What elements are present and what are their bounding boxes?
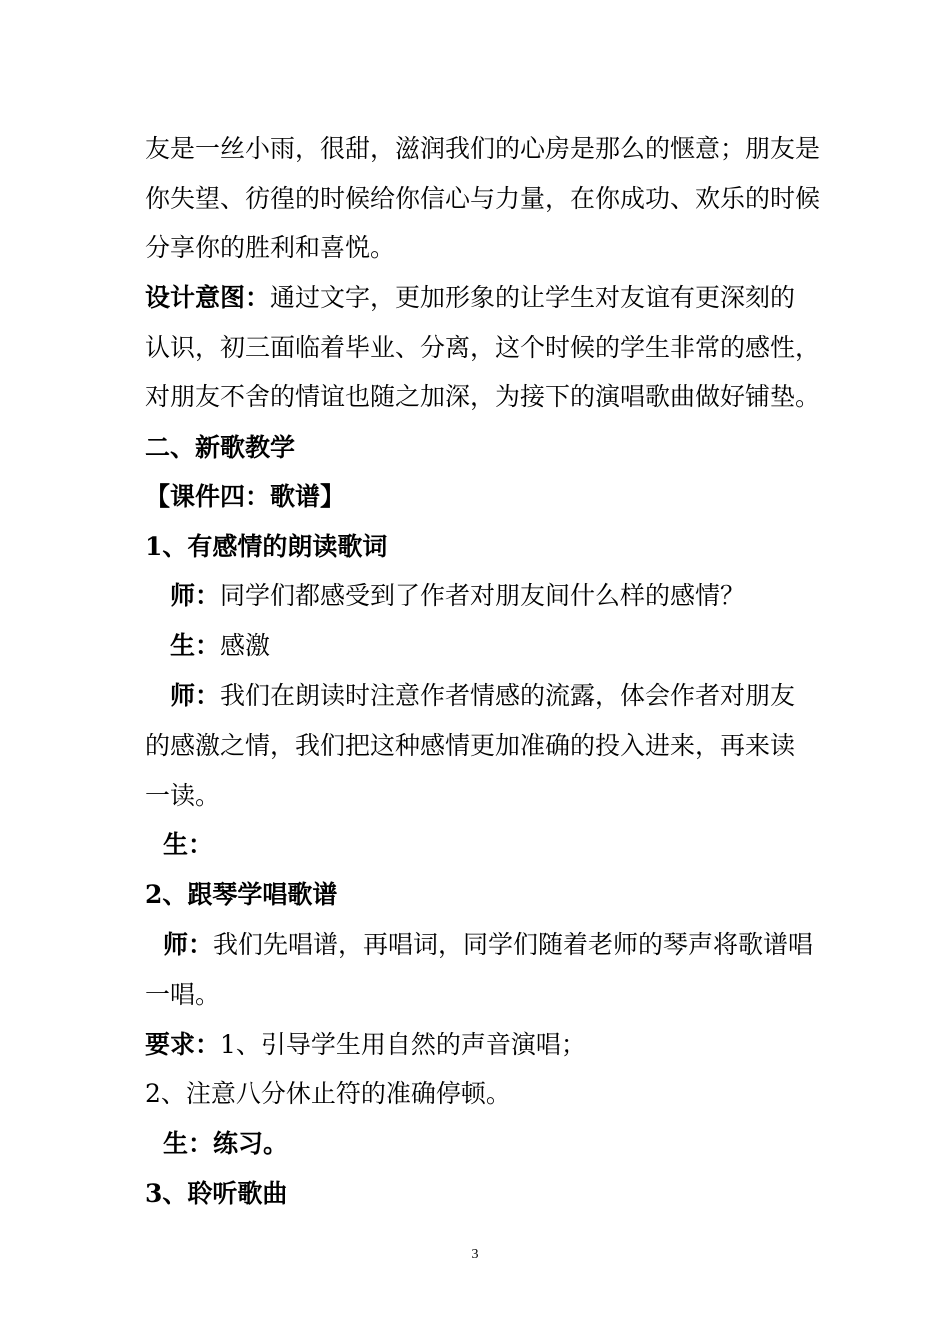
student-line	[163, 829, 213, 861]
paragraph-line	[145, 780, 220, 812]
paragraph-line	[145, 133, 820, 165]
text: 友是一丝小雨，很甜，滋润我们的心房是那么的惬意；朋友是	[145, 134, 821, 163]
speaker-label: 师：	[170, 681, 221, 710]
requirement-line	[145, 1078, 511, 1110]
paragraph-line	[145, 232, 395, 264]
text: 对朋友不舍的情谊也随之加深，为接下的演唱歌曲做好铺垫。	[145, 382, 821, 411]
heading-text: 2、跟琴学唱歌谱	[145, 880, 338, 909]
design-intent-line	[145, 282, 795, 314]
speaker-label: 生：	[163, 830, 214, 859]
text: 的感激之情，我们把这种感情更加准确的投入进来，再来读	[145, 731, 796, 760]
text: 1、引导学生用自然的声音演唱；	[220, 1030, 586, 1059]
heading-text: 1、有感情的朗读歌词	[145, 532, 388, 561]
speaker-label: 师：	[170, 581, 221, 610]
text: 同学们都感受到了作者对朋友间什么样的感情？	[220, 581, 746, 610]
text: 通过文字，更加形象的让学生对友谊有更深刻的	[270, 283, 796, 312]
design-intent-label: 设计意图：	[145, 283, 271, 312]
text: 感激	[220, 631, 271, 660]
student-line	[163, 1128, 288, 1160]
text: 一读。	[145, 781, 221, 810]
speaker-label: 师：	[163, 930, 214, 959]
courseware-heading	[145, 481, 345, 513]
paragraph-line	[145, 183, 820, 215]
text: 一唱。	[145, 980, 221, 1009]
section-heading	[145, 432, 295, 464]
text: 我们在朗读时注意作者情感的流露，体会作者对朋友	[220, 681, 796, 710]
requirement-label: 要求：	[145, 1030, 221, 1059]
paragraph-line	[145, 332, 820, 364]
heading-text: 3、聆听歌曲	[145, 1179, 288, 1208]
teacher-line	[163, 929, 813, 961]
student-line	[170, 630, 270, 662]
teacher-line	[170, 680, 795, 712]
speaker-label: 生：	[170, 631, 221, 660]
heading-text: 二、新歌教学	[145, 433, 296, 462]
page-number: 3	[471, 1247, 479, 1262]
step-heading	[145, 879, 337, 911]
text: 认识，初三面临着毕业、分离，这个时候的学生非常的感性，	[145, 333, 821, 362]
requirement-line	[145, 1029, 586, 1061]
heading-text: 【课件四：歌谱】	[145, 482, 346, 511]
paragraph-line	[145, 730, 795, 762]
text: 我们先唱谱，再唱词，同学们随着老师的琴声将歌谱唱	[213, 930, 814, 959]
paragraph-line	[145, 979, 220, 1011]
teacher-line	[170, 580, 745, 612]
text: 2、注意八分休止符的准确停顿。	[145, 1079, 511, 1108]
paragraph-line	[145, 381, 820, 413]
text: 你失望、彷徨的时候给你信心与力量，在你成功、欢乐的时候	[145, 184, 821, 213]
step-heading	[145, 1178, 287, 1210]
text: 分享你的胜利和喜悦。	[145, 233, 396, 262]
step-heading	[145, 531, 387, 563]
text: 生：练习。	[163, 1129, 289, 1158]
